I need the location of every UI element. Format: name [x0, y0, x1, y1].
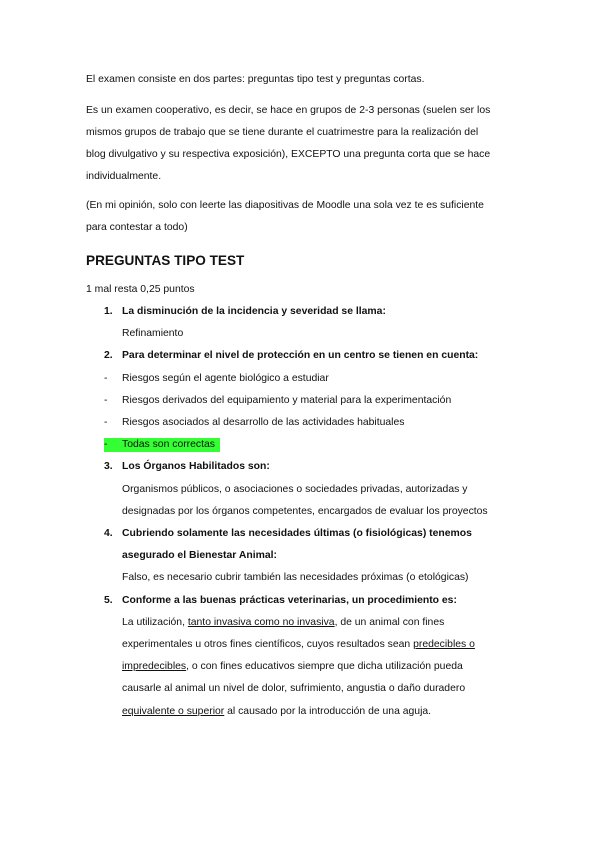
underlined-text: equivalente o superior — [122, 706, 225, 717]
intro-paragraph-1: El examen consiste en dos partes: preguntas tipo test y preguntas cortas. — [86, 74, 425, 85]
question-text: asegurado el Bienestar Animal: — [122, 550, 277, 561]
option-bullet: - — [104, 417, 108, 428]
option-text: Riesgos según el agente biológico a estudiar — [122, 373, 329, 384]
question-text: Conforme a las buenas prácticas veterinarias, un procedimiento es: — [122, 595, 457, 606]
option-bullet: - — [104, 395, 108, 406]
option-bullet: - — [104, 373, 108, 384]
section-heading: PREGUNTAS TIPO TEST — [86, 253, 245, 268]
intro-paragraph-3-line-2: para contestar a todo) — [86, 222, 188, 233]
intro-paragraph-2-line-1: Es un examen cooperativo, es decir, se hace en grupos de 2-3 personas (suelen ser los — [86, 105, 491, 116]
question-text: La disminución de la incidencia y severidad se llama: — [122, 306, 386, 317]
answer-text: , o con fines educativos siempre que dicha utilización pueda — [186, 661, 463, 672]
option-bullet: - — [104, 439, 108, 450]
question-number: 5. — [104, 595, 113, 606]
underlined-text: impredecibles — [122, 661, 187, 672]
answer-text: al causado por la introducción de una aguja. — [224, 706, 432, 717]
answer-line — [122, 682, 465, 696]
underlined-text: tanto invasiva como no invasiva — [187, 617, 335, 628]
intro-paragraph-3-line-1: (En mi opinión, solo con leerte las diapositivas de Moodle una sola vez te es suficiente — [86, 200, 484, 211]
question-text: Cubriendo solamente las necesidades últimas (o fisiológicas) tenemos — [122, 528, 472, 539]
underlined-text: predecibles o — [413, 639, 475, 650]
intro-paragraph-2-line-3: blog divulgativo y su respectiva exposición), EXCEPTO una pregunta corta que se hace — [86, 149, 491, 160]
question-answer: Falso, es necesario cubrir también las necesidades próximas (o etológicas) — [122, 572, 469, 583]
question-text: Para determinar el nivel de protección en un centro se tienen en cuenta: — [122, 350, 479, 361]
question-number: 1. — [104, 306, 113, 317]
option-text: Riesgos derivados del equipamiento y material para la experimentación — [122, 395, 452, 406]
answer-line — [122, 705, 431, 719]
question-number: 2. — [104, 350, 113, 361]
answer-text: , de un animal con fines — [334, 617, 445, 628]
answer-text: La utilización, — [122, 617, 188, 628]
scoring-note: 1 mal resta 0,25 puntos — [86, 284, 195, 295]
answer-text: causarle al animal un nivel de dolor, sufrimiento, angustia o daño duradero — [122, 683, 466, 694]
question-number: 4. — [104, 528, 113, 539]
answer-text: experimentales u otros fines científicos, cuyos resultados sean — [122, 639, 414, 650]
correct-option-text: Todas son correctas — [122, 439, 215, 450]
intro-paragraph-2-line-4: individualmente. — [86, 171, 162, 182]
answer-line — [122, 660, 463, 674]
question-answer: designadas por los órganos competentes, encargados de evaluar los proyectos — [122, 506, 488, 517]
option-text: Riesgos asociados al desarrollo de las actividades habituales — [122, 417, 405, 428]
answer-line — [122, 616, 444, 630]
intro-paragraph-2-line-2: mismos grupos de trabajo que se tiene durante el cuatrimestre para la realización del — [86, 127, 479, 138]
question-answer: Refinamiento — [122, 328, 184, 339]
question-number: 3. — [104, 461, 113, 472]
answer-line — [122, 638, 475, 652]
question-answer: Organismos públicos, o asociaciones o sociedades privadas, autorizadas y — [122, 484, 468, 495]
question-text: Los Órganos Habilitados son: — [122, 461, 270, 472]
